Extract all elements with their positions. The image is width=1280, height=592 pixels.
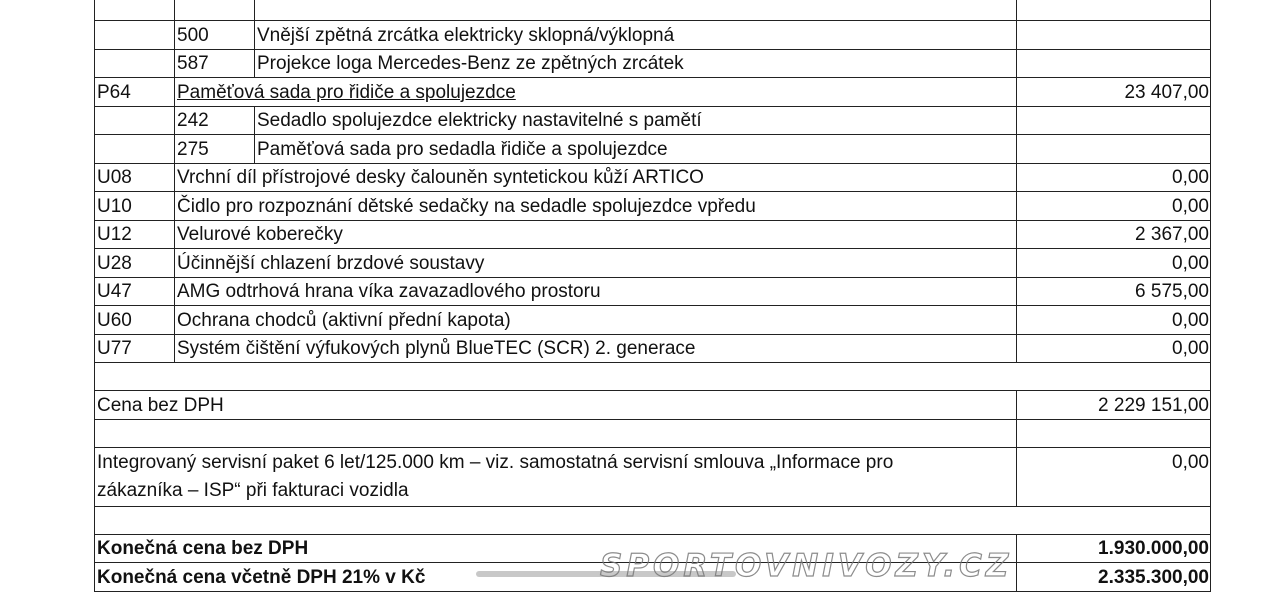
option-code: U10: [95, 192, 175, 221]
option-code: U12: [95, 220, 175, 249]
option-price: 0,00: [1017, 249, 1211, 278]
option-description: Čidlo pro rozpoznání dětské sedačky na sedadle spolujezdce vpředu: [175, 192, 1017, 221]
option-price: 0,00: [1017, 306, 1211, 335]
sub-code: 500: [175, 21, 255, 50]
option-price: 23 407,00: [1017, 78, 1211, 107]
table-row: [95, 135, 1211, 164]
spacer-row: [95, 419, 1211, 447]
service-description: [95, 447, 1017, 506]
spacer-row: [95, 363, 1211, 391]
table-row: [95, 277, 1211, 306]
sub-code: 242: [175, 106, 255, 135]
option-description: Paměťová sada pro sedadla řidiče a spolujezdce: [255, 135, 1017, 164]
option-code: U77: [95, 334, 175, 363]
spacer-row: [95, 506, 1211, 534]
table-row: [95, 0, 1211, 21]
final-price-vat-label: Konečná cena včetně DPH 21% v Kč: [95, 563, 1017, 592]
option-price: 0,00: [1017, 334, 1211, 363]
final-price-vat-value: 2.335.300,00: [1017, 563, 1211, 592]
package-title: Paměťová sada pro řidiče a spolujezdce: [177, 81, 516, 103]
watermark-logo: SPORTOVNIVOZY.CZ: [600, 548, 1013, 584]
option-price: 6 575,00: [1017, 277, 1211, 306]
option-code: U08: [95, 163, 175, 192]
price-sheet: [94, 0, 1210, 592]
service-price: 0,00: [1017, 447, 1211, 506]
subtotal-label: Cena bez DPH: [95, 391, 1017, 420]
table-row: [95, 163, 1211, 192]
table-row: [95, 21, 1211, 50]
option-code: U28: [95, 249, 175, 278]
sub-code: 587: [175, 49, 255, 78]
service-line-2: zákazníka – ISP“ při fakturaci vozidla: [97, 479, 409, 501]
sub-code: 275: [175, 135, 255, 164]
option-price: 2 367,00: [1017, 220, 1211, 249]
option-description: Velurové koberečky: [175, 220, 1017, 249]
option-code: U47: [95, 277, 175, 306]
table-row: [95, 49, 1211, 78]
table-row: [95, 306, 1211, 335]
subtotal-row: [95, 391, 1211, 420]
final-price-label: Konečná cena bez DPH: [95, 534, 1017, 563]
option-code: [95, 21, 175, 50]
option-description: Ochrana chodců (aktivní přední kapota): [175, 306, 1017, 335]
option-code: U60: [95, 306, 175, 335]
subtotal-price: 2 229 151,00: [1017, 391, 1211, 420]
options-table: [94, 0, 1211, 592]
option-price: [1017, 21, 1211, 50]
option-price: 0,00: [1017, 192, 1211, 221]
table-row: [95, 78, 1211, 107]
option-price: 0,00: [1017, 163, 1211, 192]
option-description: Systém čištění výfukových plynů BlueTEC (SCR) 2. generace: [175, 334, 1017, 363]
final-price-value: 1.930.000,00: [1017, 534, 1211, 563]
option-code: [95, 49, 175, 78]
option-description: Projekce loga Mercedes-Benz ze zpětných zrcátek: [255, 49, 1017, 78]
option-description: Vrchní díl přístrojové desky čalouněn syntetickou kůží ARTICO: [175, 163, 1017, 192]
table-row: [95, 192, 1211, 221]
service-line-1: Integrovaný servisní paket 6 let/125.000 km – viz. samostatná servisní smlouva „Informace pro: [97, 451, 894, 473]
option-description: AMG odtrhová hrana víka zavazadlového prostoru: [175, 277, 1017, 306]
option-description: Vnější zpětná zrcátka elektricky sklopná/výklopná: [255, 21, 1017, 50]
option-code: P64: [95, 78, 175, 107]
table-row: [95, 106, 1211, 135]
table-row: [95, 249, 1211, 278]
service-row: [95, 447, 1211, 506]
option-description: Sedadlo spolujezdce elektricky nastavitelné s pamětí: [255, 106, 1017, 135]
option-description: [175, 78, 1017, 107]
option-price: [1017, 49, 1211, 78]
table-row: [95, 334, 1211, 363]
option-description: Účinnější chlazení brzdové soustavy: [175, 249, 1017, 278]
table-row: [95, 220, 1211, 249]
